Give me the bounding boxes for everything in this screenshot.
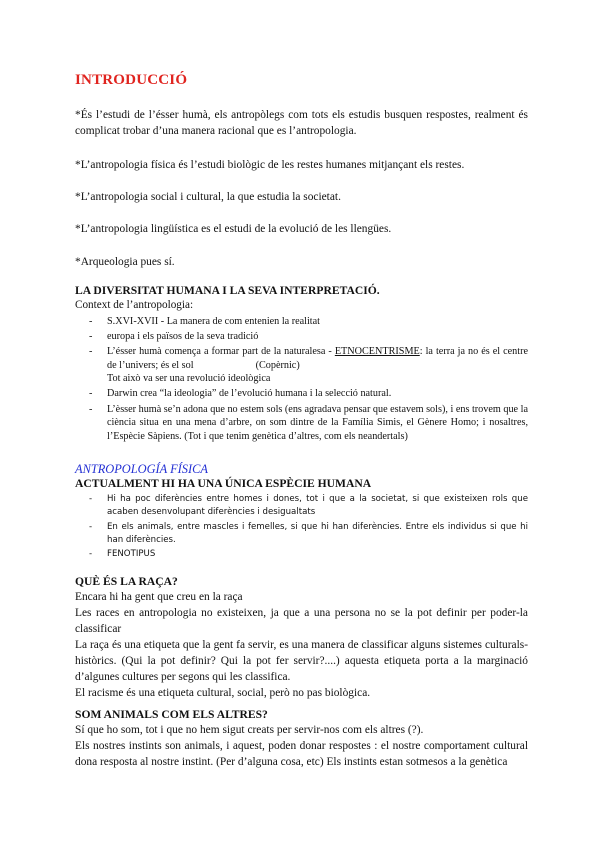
intro-paragraph-5: *Arqueologia pues sí. [75,256,175,268]
section-heading-diversitat: LA DIVERSITAT HUMANA I LA SEVA INTERPRETACIÓ. [75,284,380,297]
raca-paragraph: Encara hi ha gent que creu en la raça Les races en antropologia no existeixen, ja que a una persona no se la pot definir per poder-la classificar La raça és una etiqueta que la gent fa servir, es una manera de classificar alguns sistemes culturals-històrics. (Qui la pot definir? Qui la pot fer servir?....) aquesta etiqueta porta a la marginació d’algunes cultures per segons qui les classifica. El racisme és una etiqueta cultural, social, però no pas biològica. [75,591,528,699]
list-item: - europa i els països de la seva tradició [89,331,259,343]
section-heading-animals: SOM ANIMALS COM ELS ALTRES? [75,708,268,721]
list-item: - FENOTIPUS [89,549,156,559]
context-list [75,315,528,445]
section-subheading-especie: ACTUALMENT HI HA UNA ÚNICA ESPÈCIE HUMANA [75,477,372,490]
list-item: - Darwin crea “la ideologia” de l’evolució humana i la selecció natural. [89,388,392,400]
intro-paragraph-2: *L’antropologia física és l’estudi biològic de les restes humanes mitjançant els restes. [75,159,465,171]
intro-paragraph-1: *És l’estudi de l’ésser humà, els antropòlegs com tots els estudis busquen respostes, realment és complicat trobar d’una manera racional que es l’antropologia. [75,109,528,137]
list-item: - L’èsser humà se’n adona que no estem sols (ens agradava pensar que estavem sols), i ens trovem que la ciència situa en una mena d’arbre, on som dintre de la Família Simis, el Gènere Homo; i nosaltres, l’Espècie Sàpiens. (Tot i que tenim genètica d’altres, com els neandertals) [89,403,528,442]
list-item: - L’ésser humà comença a formar part de la naturalesa - ETNOCENTRISME: la terra ja no és el centre de l’univers; és el sol (Copèrnic) Tot això va ser una revolució ideològica [89,346,528,385]
animals-paragraph: Sí que ho som, tot i que no hem sigut creats per servir-nos com els altres (?). Els nostres instints son animals, i aquest, poden donar respostes : el nostre comportament cultural dona resposta al nostre instint. (Per d’alguna cosa, etc) Els instints estan sotmesos a la genètica [75,724,528,768]
especie-list [75,493,528,563]
etnocentrisme-term: ETNOCENTRISME [334,346,420,358]
section-subheading-context: Context de l’antropologia: [75,299,194,311]
intro-paragraph-3: *L’antropologia social i cultural, la que estudia la societat. [75,191,341,203]
intro-paragraph-4: *L’antropologia lingüística es el estudi de la evolució de les llengües. [75,223,392,235]
page-title: INTRODUCCIÓ [75,72,188,88]
list-item: - S.XVI-XVII - La manera de com entenien la realitat [89,316,320,327]
section-heading-antropologia-fisica: ANTROPOLOGÍA FÍSICA [75,462,208,476]
section-heading-raca: QUÈ ÉS LA RAÇA? [75,575,178,588]
list-item: - En els animals, entre mascles i femelles, si que hi han diferències. Entre els individus si que hi han diferències. [89,521,528,545]
list-item: - Hi ha poc diferències entre homes i dones, tot i que a la societat, si que existeixen rols que acaben desenvolupant diferències i desigualtats [89,494,528,517]
